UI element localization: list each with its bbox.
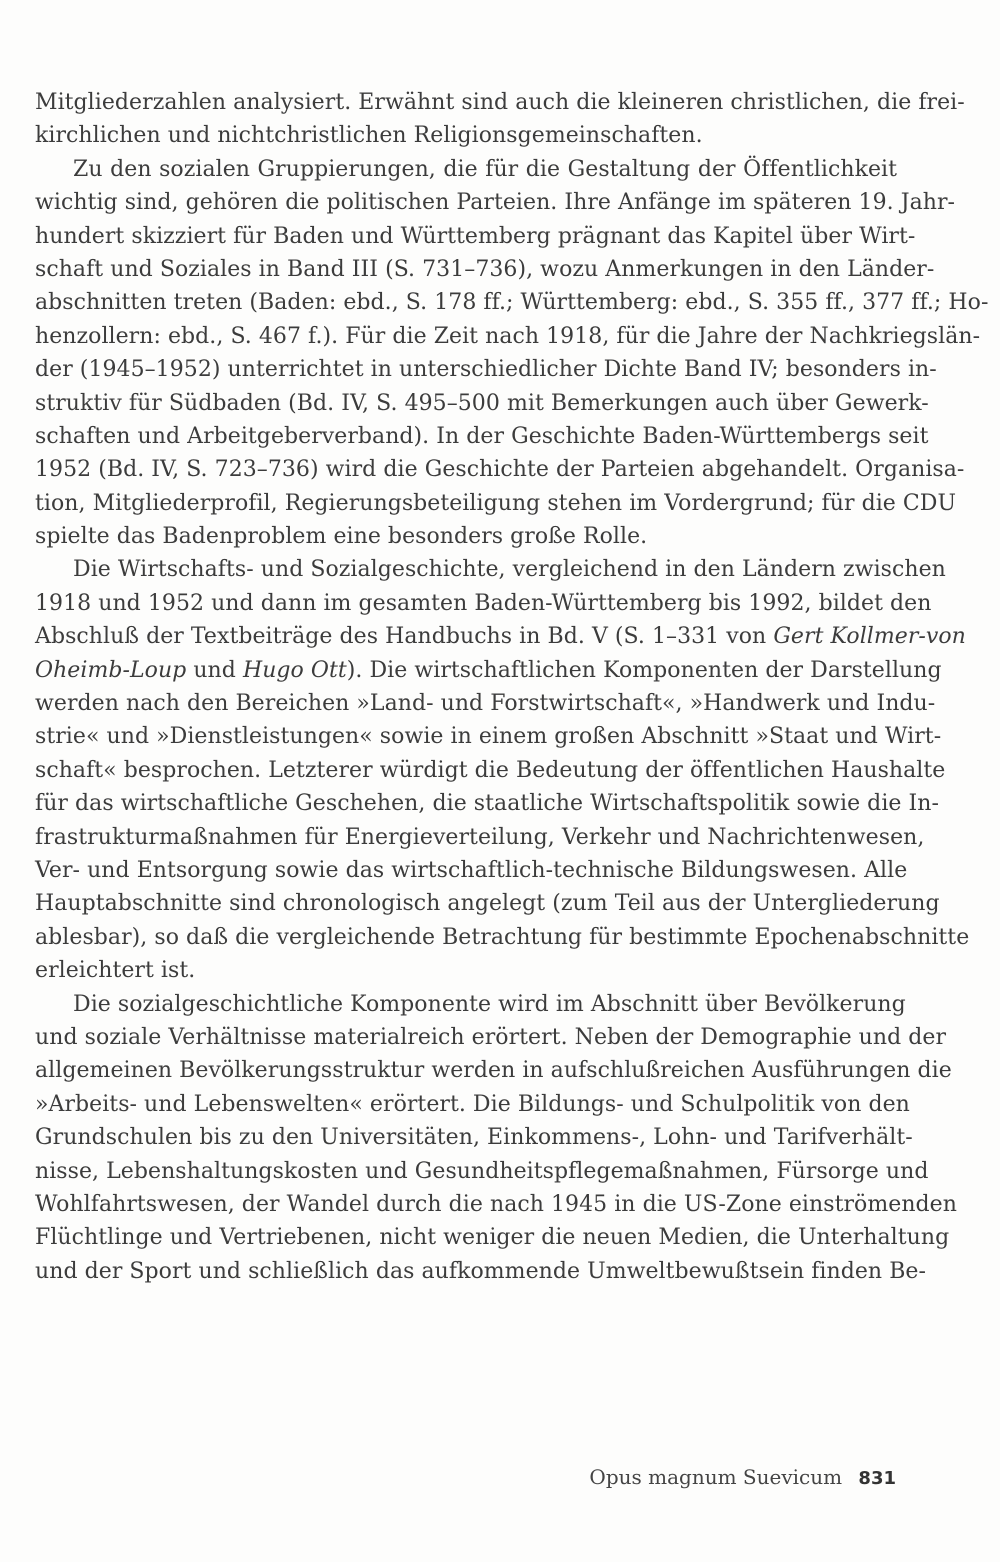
text-line: abschnitten treten (Baden: ebd., S. 178 ff.; Württemberg: ebd., S. 355 ff., 377 ff.; Ho- — [35, 290, 989, 316]
text-line: Oheimb-Loup und Hugo Ott). Die wirtschaftlichen Komponenten der Darstellung — [35, 657, 942, 683]
text-line: für das wirtschaftliche Geschehen, die staatliche Wirtschaftspolitik sowie die In- — [35, 791, 939, 817]
text-line: Zu den sozialen Gruppierungen, die für die Gestaltung der Öffentlichkeit — [73, 156, 897, 182]
text-line: Ver- und Entsorgung sowie das wirtschaftlich-technische Bildungswesen. Alle — [35, 857, 908, 883]
text-line: spielte das Badenproblem eine besonders große Rolle. — [35, 524, 648, 550]
page-footer — [589, 1465, 896, 1489]
text-line: hundert skizziert für Baden und Württemberg prägnant das Kapitel über Wirt- — [35, 223, 916, 249]
text-line: ablesbar), so daß die vergleichende Betrachtung für bestimmte Epochenabschnitte — [35, 924, 970, 950]
text-line: tion, Mitgliederprofil, Regierungsbeteiligung stehen im Vordergrund; für die CDU — [35, 490, 957, 516]
text-line: Abschluß der Textbeiträge des Handbuchs in Bd. V (S. 1–331 von Gert Kollmer-von — [35, 624, 966, 650]
text-line: Flüchtlinge und Vertriebenen, nicht weniger die neuen Medien, die Unterhaltung — [35, 1225, 950, 1251]
text-line: henzollern: ebd., S. 467 f.). Für die Zeit nach 1918, für die Jahre der Nachkriegslän- — [35, 323, 981, 349]
text-line: und der Sport und schließlich das aufkommende Umweltbewußtsein finden Be- — [35, 1258, 926, 1284]
body-text — [35, 86, 989, 1288]
text-line: wichtig sind, gehören die politischen Parteien. Ihre Anfänge im späteren 19. Jahr- — [35, 190, 956, 216]
text-line: werden nach den Bereichen »Land- und Forstwirtschaft«, »Handwerk und Indu- — [35, 691, 936, 717]
text-line: nisse, Lebenshaltungskosten und Gesundheitspflegemaßnahmen, Fürsorge und — [35, 1158, 929, 1184]
text-line: Hauptabschnitte sind chronologisch angelegt (zum Teil aus der Untergliederung — [35, 891, 940, 917]
text-line: der (1945–1952) unterrichtet in unterschiedlicher Dichte Band IV; besonders in- — [35, 357, 937, 383]
text-line: 1952 (Bd. IV, S. 723–736) wird die Geschichte der Parteien abgehandelt. Organisa- — [35, 457, 965, 483]
text-line: Die sozialgeschichtliche Komponente wird im Abschnitt über Bevölkerung — [73, 991, 906, 1017]
text-line: kirchlichen und nichtchristlichen Religionsgemeinschaften. — [35, 123, 703, 149]
running-title: Opus magnum Suevicum — [589, 1465, 843, 1489]
text-line: »Arbeits- und Lebenswelten« erörtert. Die Bildungs- und Schulpolitik von den — [35, 1091, 910, 1117]
text-line: Wohlfahrtswesen, der Wandel durch die nach 1945 in die US-Zone einströmenden — [35, 1191, 957, 1217]
text-line: allgemeinen Bevölkerungsstruktur werden in aufschlußreichen Ausführungen die — [35, 1058, 952, 1084]
text-line: schaft« besprochen. Letzterer würdigt die Bedeutung der öffentlichen Haushalte — [35, 757, 946, 783]
text-line: schaften und Arbeitgeberverband). In der Geschichte Baden-Württembergs seit — [35, 423, 929, 449]
text-line: Mitgliederzahlen analysiert. Erwähnt sind auch die kleineren christlichen, die frei- — [35, 90, 965, 115]
text-line: Grundschulen bis zu den Universitäten, Einkommens-, Lohn- und Tarifverhält- — [35, 1125, 913, 1151]
text-line: Die Wirtschafts- und Sozialgeschichte, vergleichend in den Ländern zwischen — [73, 557, 946, 583]
text-line: erleichtert ist. — [35, 958, 196, 984]
page-number: 831 — [858, 1468, 896, 1489]
text-line: schaft und Soziales in Band III (S. 731–736), wozu Anmerkungen in den Länder- — [35, 256, 935, 282]
text-line: 1918 und 1952 und dann im gesamten Baden-Württemberg bis 1992, bildet den — [35, 590, 932, 616]
text-line: und soziale Verhältnisse materialreich erörtert. Neben der Demographie und der — [35, 1024, 947, 1050]
text-line: frastrukturmaßnahmen für Energieverteilung, Verkehr und Nachrichtenwesen, — [35, 824, 925, 850]
text-line: strie« und »Dienstleistungen« sowie in einem großen Abschnitt »Staat und Wirt- — [35, 724, 942, 750]
text-line: struktiv für Südbaden (Bd. IV, S. 495–500 mit Bemerkungen auch über Gewerk- — [35, 390, 929, 416]
